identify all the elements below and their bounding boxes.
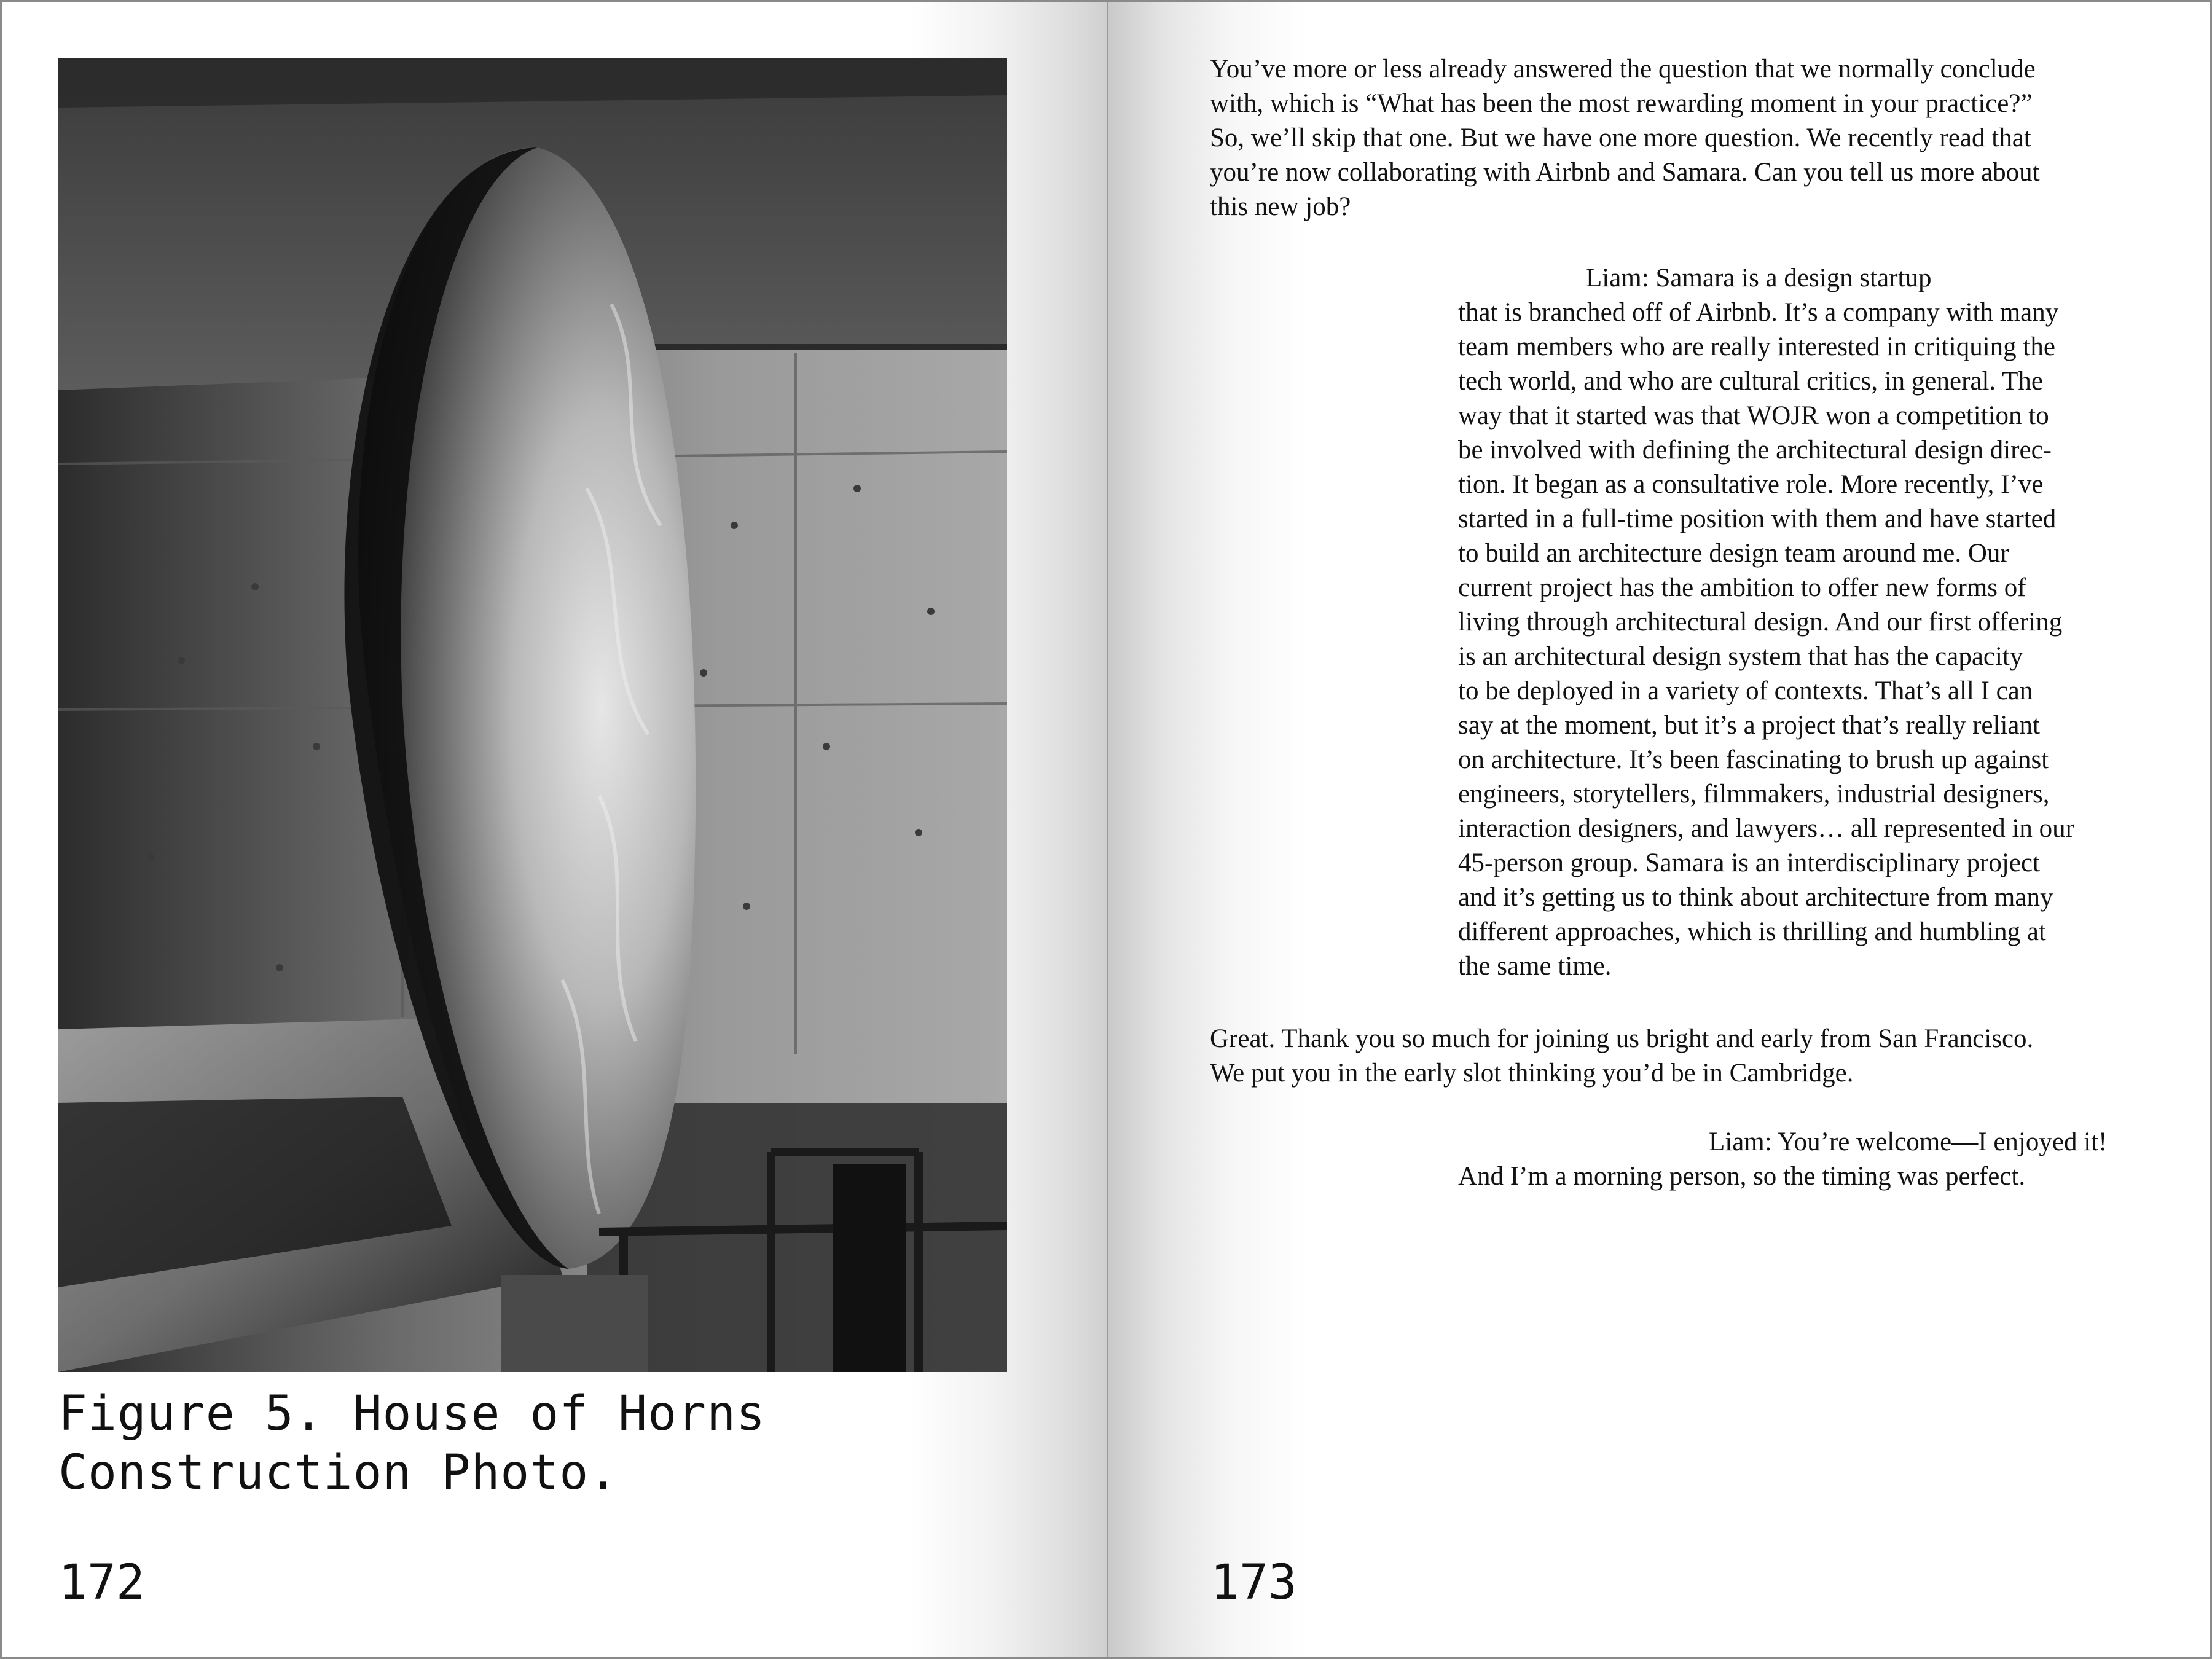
text-line: interaction designers, and lawyers… all represented in our: [1458, 814, 2074, 843]
caption-line: Construction Photo.: [58, 1445, 619, 1500]
text-line: And I’m a morning person, so the timing was perfect.: [1458, 1162, 2026, 1191]
text-line: to be deployed in a variety of contexts. That’s all I can: [1458, 677, 2033, 705]
text-line: tech world, and who are cultural critics, in general. The: [1458, 367, 2044, 396]
interview-question: [1210, 1022, 2033, 1091]
text-line: be involved with defining the architectural design direc-: [1458, 436, 2052, 465]
text-line: Liam: You’re welcome—I enjoyed it!: [1709, 1128, 2108, 1156]
text-line: and it’s getting us to think about architecture from many: [1458, 883, 2053, 912]
text-line: You’ve more or less already answered the question that we normally conclude: [1210, 55, 2036, 84]
figure-caption: [58, 1384, 980, 1502]
text-line: way that it started was that WOJR won a competition to: [1458, 401, 2049, 430]
interview-answer: [1458, 261, 2074, 984]
text-line: different approaches, which is thrilling and humbling at: [1458, 917, 2046, 946]
text-line: So, we’ll skip that one. But we have one more question. We recently read that: [1210, 124, 2031, 152]
page-number-left: 172: [58, 1555, 145, 1610]
text-line: the same time.: [1458, 952, 1612, 981]
text-line: on architecture. It’s been fascinating to brush up against: [1458, 745, 2049, 774]
text-line: you’re now collaborating with Airbnb and Samara. Can you tell us more about: [1210, 158, 2040, 187]
right-page: [1108, 2, 2212, 1659]
construction-photo: [58, 58, 1007, 1372]
text-line: current project has the ambition to offer new forms of: [1458, 573, 2026, 602]
text-line: 45-person group. Samara is an interdisciplinary project: [1458, 849, 2040, 877]
text-line: say at the moment, but it’s a project that’s really reliant: [1458, 711, 2040, 740]
text-line: tion. It began as a consultative role. More recently, I’ve: [1458, 470, 2044, 499]
interview-question: [1210, 52, 2040, 224]
text-line: We put you in the early slot thinking you’d be in Cambridge.: [1210, 1059, 1854, 1088]
text-line: that is branched off of Airbnb. It’s a company with many: [1458, 298, 2059, 327]
text-line: engineers, storytellers, filmmakers, industrial designers,: [1458, 780, 2050, 809]
text-line: with, which is “What has been the most rewarding moment in your practice?”: [1210, 89, 2033, 118]
caption-line: Figure 5. House of Horns: [58, 1386, 766, 1441]
interview-answer: [1458, 1125, 2107, 1194]
text-line: Great. Thank you so much for joining us bright and early from San Francisco.: [1210, 1024, 2034, 1053]
text-line: Liam: Samara is a design startup: [1586, 264, 1932, 292]
text-line: started in a full-time position with them and have started: [1458, 504, 2057, 533]
left-page: [2, 2, 1108, 1659]
text-line: to build an architecture design team around me. Our: [1458, 539, 2009, 568]
text-line: team members who are really interested in critiquing the: [1458, 332, 2055, 361]
page-number-right: 173: [1210, 1555, 1297, 1610]
text-line: living through architectural design. And our first offering: [1458, 608, 2063, 637]
text-line: is an architectural design system that has the capacity: [1458, 642, 2023, 671]
text-line: this new job?: [1210, 192, 1351, 221]
book-gutter: [1107, 2, 1108, 1659]
